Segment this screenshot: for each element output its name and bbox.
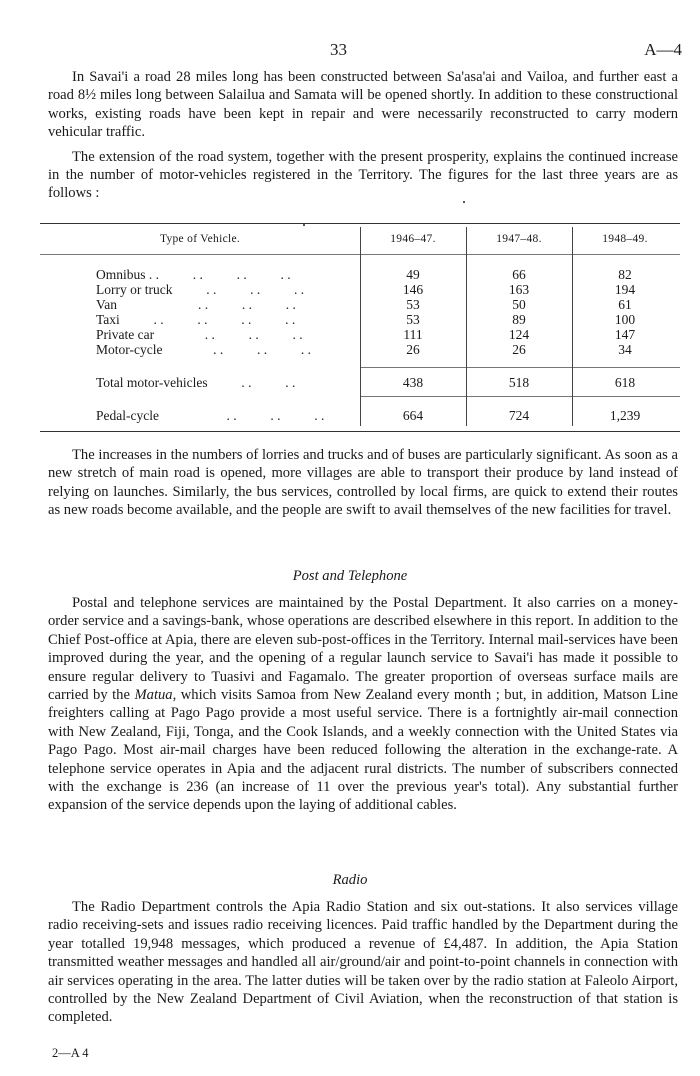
document-reference: A—4 bbox=[644, 40, 682, 59]
row-label-total: Total motor-vehicles bbox=[96, 375, 208, 390]
radio-section bbox=[48, 898, 678, 1027]
table-row bbox=[40, 327, 680, 342]
page-number: 33 bbox=[330, 40, 347, 59]
post-telephone-heading: Post and Telephone bbox=[292, 568, 408, 584]
cell-value: 53 bbox=[406, 297, 420, 312]
cell-value: 66 bbox=[512, 267, 526, 282]
table-row bbox=[40, 312, 680, 327]
post-text-part1: Postal and telephone services are maintained by the Postal Department. It also carries on a money-order service and a savings-bank, whose operations are described elsewhere in this report. In addition to the Chief Post-office at Apia, there are eleven sub-post-offices in the Territory. Internal mail-services have been improved during the year, and the opening of a regular launch service to Savai'i has made it possible to ensure regular delivery to Tuasivi and Fagamalo. The greater proportion of overseas surface mails are carried by the bbox=[48, 595, 678, 704]
ship-name-matua: Matua bbox=[134, 687, 173, 704]
post-text-part2: , which visits Samoa from New Zealand every month ; but, in addition, Matson Line freighters calling at Pago Pago provide a most useful service. There is a fortnightly air-mail connection with New Zealand, Fiji, Tonga, and the Cook Islands, and a weekly connection with the United States via Pago Pago. Most air-mail charges have been reduced following the alteration in the exchange-rate. A telephone service operates in Apia and the adjacent rural districts. The number of subscribers connected with the exchange is 236 (an increase of 11 over the previous year's total). Any substantial further expansion of the service depends upon the laying of additional cables. bbox=[48, 687, 678, 814]
vehicle-registration-table bbox=[40, 223, 680, 432]
traffic-increase-paragraph: The increases in the numbers of lorries and trucks and of buses are particularly significant. As soon as a new stretch of main road is opened, more villages are able to transport their produce by land instead of relying on launches. Similarly, the bus services, controlled by local firms, are quick to extend their routes as new roads become available, and the people are swift to avail themselves of the new facilities for travel. bbox=[48, 447, 678, 519]
header-year-1947-48: 1947–48. bbox=[496, 233, 542, 245]
cell-value: 89 bbox=[512, 312, 526, 327]
page-header bbox=[0, 40, 700, 64]
row-leader: . . . . . . bbox=[158, 408, 325, 423]
table-row-total bbox=[40, 374, 680, 392]
row-leader: . . . . . . . . bbox=[145, 267, 291, 282]
traffic-increase-section bbox=[48, 446, 678, 520]
cell-value: 111 bbox=[403, 327, 423, 342]
cell-value: 146 bbox=[402, 282, 424, 297]
row-label-taxi: Taxi bbox=[96, 312, 120, 327]
row-leader: . . . . bbox=[207, 375, 296, 390]
table-bottom-rule bbox=[40, 431, 680, 432]
cell-value: 26 bbox=[512, 342, 526, 357]
table-row bbox=[40, 267, 680, 282]
row-label-private-car: Private car bbox=[96, 327, 155, 342]
table-row bbox=[40, 297, 680, 312]
cell-value: 53 bbox=[406, 312, 420, 327]
signature-mark: 2—A 4 bbox=[52, 1046, 89, 1060]
table-row-pedal bbox=[40, 407, 680, 425]
cell-value: 664 bbox=[402, 408, 424, 423]
row-leader: . . . . . . . . bbox=[119, 312, 296, 327]
header-year-1948-49: 1948–49. bbox=[602, 233, 648, 245]
post-telephone-heading-wrap bbox=[0, 568, 700, 585]
row-label-pedal-cycle: Pedal-cycle bbox=[96, 408, 159, 423]
radio-heading: Radio bbox=[332, 872, 368, 888]
intro-section bbox=[48, 68, 678, 203]
cell-value: 438 bbox=[402, 375, 424, 390]
post-telephone-section bbox=[48, 594, 678, 815]
cell-value: 194 bbox=[614, 282, 636, 297]
header-type-of-vehicle: Type of Vehicle. bbox=[159, 233, 241, 245]
pedal-rule bbox=[360, 396, 680, 397]
cell-value: 34 bbox=[618, 342, 632, 357]
cell-value: 50 bbox=[512, 297, 526, 312]
row-leader: . . . . . . bbox=[154, 327, 303, 342]
cell-value: 147 bbox=[614, 327, 636, 342]
cell-value: 724 bbox=[508, 408, 530, 423]
print-speck bbox=[463, 201, 465, 203]
table-row bbox=[40, 282, 680, 297]
intro-paragraph-vehicles: The extension of the road system, together with the present prosperity, explains the continued increase in the number of motor-vehicles registered in the Territory. The figures for the last three years are as follows : bbox=[48, 148, 678, 202]
post-telephone-paragraph bbox=[48, 594, 678, 815]
cell-value: 163 bbox=[508, 282, 530, 297]
cell-value: 100 bbox=[614, 312, 636, 327]
total-rule bbox=[360, 367, 680, 368]
header-rule bbox=[40, 254, 680, 255]
row-leader: . . . . . . bbox=[172, 282, 305, 297]
header-year-1946-47: 1946–47. bbox=[390, 233, 436, 245]
row-leader: . . . . . . bbox=[117, 297, 296, 312]
cell-value: 26 bbox=[406, 342, 420, 357]
row-label-van: Van bbox=[96, 297, 117, 312]
row-label-motor-cycle: Motor-cycle bbox=[96, 342, 163, 357]
cell-value: 1,239 bbox=[609, 408, 641, 423]
cell-value: 618 bbox=[614, 375, 636, 390]
row-leader: . . . . . . bbox=[162, 342, 311, 357]
table-row bbox=[40, 342, 680, 357]
cell-value: 518 bbox=[508, 375, 530, 390]
radio-heading-wrap bbox=[0, 872, 700, 889]
intro-paragraph-roads: In Savai'i a road 28 miles long has been constructed between Sa'asa'ai and Vailoa, and further east a road 8½ miles long between Salailua and Samata will be opened shortly. In addition to these constructional works, existing roads have been kept in repair and were necessarily reconstructed to carry modern vehicular traffic. bbox=[48, 69, 678, 141]
print-speck bbox=[303, 224, 305, 226]
row-label-lorry: Lorry or truck bbox=[96, 282, 173, 297]
row-label-omnibus: Omnibus bbox=[96, 267, 146, 282]
cell-value: 61 bbox=[618, 297, 632, 312]
cell-value: 49 bbox=[406, 267, 420, 282]
cell-value: 82 bbox=[618, 267, 632, 282]
cell-value: 124 bbox=[508, 327, 530, 342]
table-header-row bbox=[40, 224, 680, 254]
radio-paragraph: The Radio Department controls the Apia Radio Station and six out-stations. It also services village radio receiving-sets and issues radio receiving licences. Paid traffic handled by the Department during the year totalled 19,948 messages, which produced a revenue of £4,487. In addition, the Apia Station transmitted weather messages and handled all air/ground/air and point-to-point channels in connection with air services operating in the area. The latter duties will be taken over by the radio station at Faleolo Airport, controlled by the New Zealand Department of Civil Aviation, when the reconstruction of that station is completed. bbox=[48, 899, 678, 1026]
